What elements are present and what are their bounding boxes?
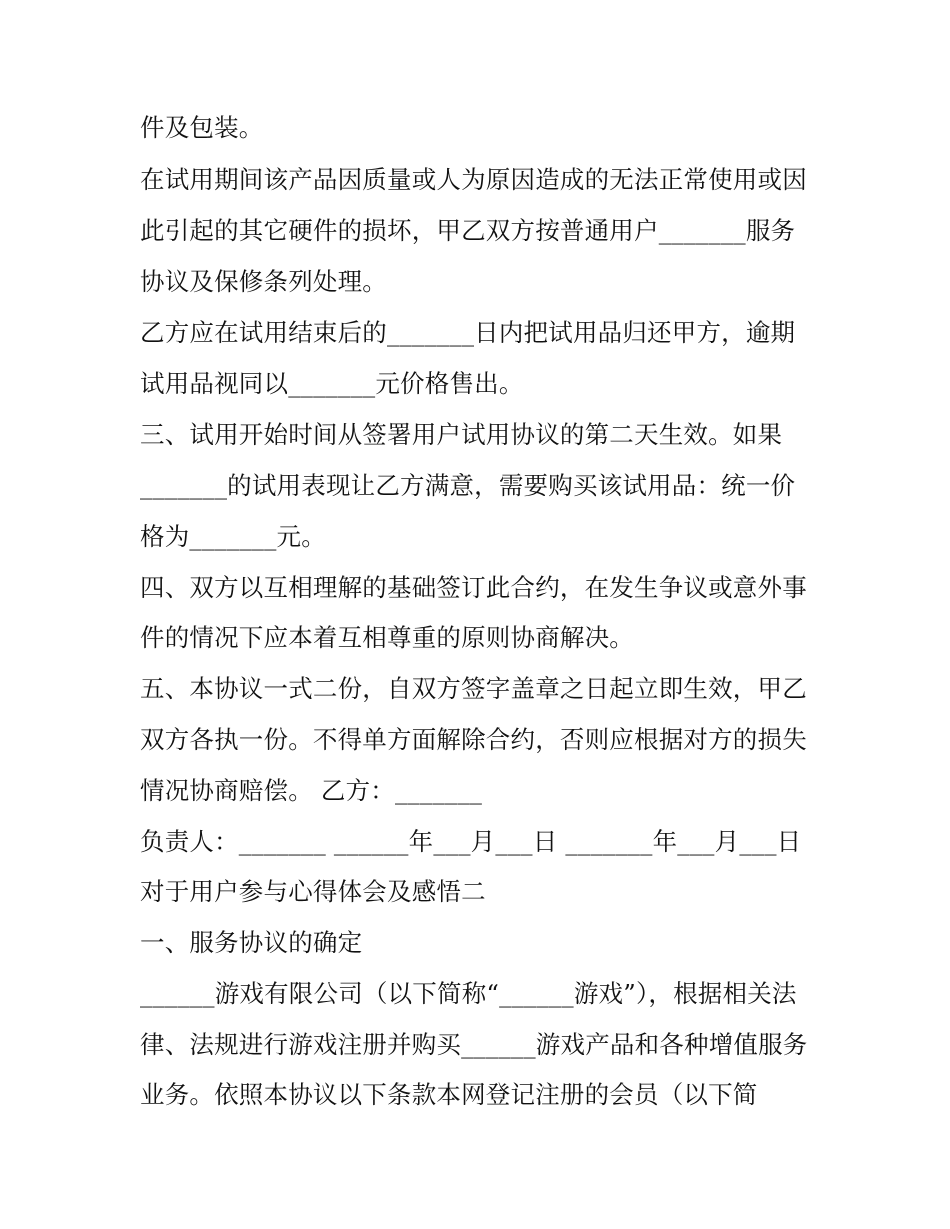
text-line: 四、双方以互相理解的基础签订此合约，在发生争议或意外事 [140,573,807,602]
text-line: 格为_______元。 [140,522,326,551]
text-line: 试用品视同以_______元价格售出。 [140,369,524,398]
text-line: 三、试用开始时间从签署用户试用协议的第二天生效。如果 [140,420,783,449]
text-line: 律、法规进行游戏注册并购买______游戏产品和各种增值服务 [140,1030,808,1059]
text-line: 双方各执一份。不得单方面解除合约，否则应根据对方的损失 [140,725,807,754]
text-line: 此引起的其它硬件的损坏，甲乙双方按普通用户_______服务 [140,216,796,245]
section-heading: 一、服务协议的确定 [140,928,363,957]
text-line: 件的情况下应本着互相尊重的原则协商解决。 [140,623,634,652]
text-line: 五、本协议一式二份，自双方签字盖章之日起立即生效，甲乙 [140,674,807,703]
text-line: 业务。依照本协议以下条款本网登记注册的会员（以下简 [140,1080,758,1109]
text-line: 协议及保修条列处理。 [140,267,387,296]
text-line: 件及包装。 [140,113,264,142]
text-line: _______的试用表现让乙方满意，需要购买该试用品：统一价 [140,471,796,500]
text-line: 在试用期间该产品因质量或人为原因造成的无法正常使用或因 [140,165,807,194]
text-line: 乙方应在试用结束后的_______日内把试用品归还甲方，逾期 [140,318,796,347]
section-heading: 对于用户参与心得体会及感悟二 [140,877,486,906]
text-line: ______游戏有限公司（以下简称“______游戏”），根据相关法 [140,979,797,1008]
text-line: 情况协商赔偿。 乙方：_______ [140,776,483,805]
text-line: 负责人：_______ ______年___月___日 _______年___月___日 [140,827,802,856]
